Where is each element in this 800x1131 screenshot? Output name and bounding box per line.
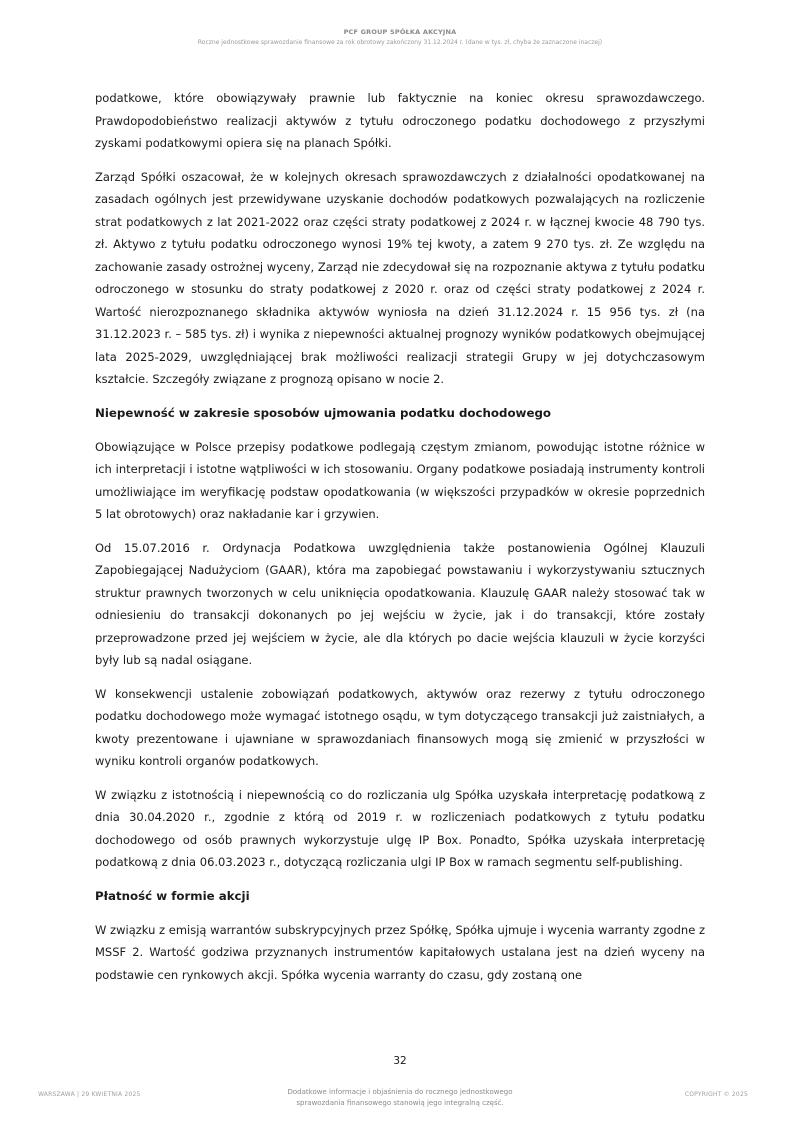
- report-subtitle: Roczne jednostkowe sprawozdanie finansowe za rok obrotowy zakończony 31.12.2024 r. (dane w tys. zł, chyba że zaznaczone inaczej): [197, 39, 603, 46]
- paragraph: podatkowe, które obowiązywały prawnie lub faktycznie na koniec okresu sprawozdawczego. Prawdopodobieństwo realizacji aktywów z tytułu odroczonego podatku dochodowego z przyszłymi zyskami podatkowymi opiera się na planach Spółki.: [95, 91, 705, 150]
- footer-date: WARSZAWA | 29 KWIETNIA 2025: [38, 1091, 141, 1098]
- paragraph: W konsekwencji ustalenie zobowiązań podatkowych, aktywów oraz rezerwy z tytułu odroczonego podatku dochodowego może wymagać istotnego osądu, w tym dotyczącego transakcji już zaistniałych, a kwoty prezentowane i ujawniane w sprawozdaniach finansowych mogą się zmienić w przyszłości w wyniku kontroli organów podatkowych.: [95, 686, 705, 768]
- paragraph: Zarząd Spółki oszacował, że w kolejnych okresach sprawozdawczych z działalności opodatkowanej na zasadach ogólnych jest przewidywane uzyskanie dochodów podatkowych pozwalających na rozliczenie strat podatkowych z lat 2021-2022 oraz części straty podatkowej z 2024 r. w łącznej kwocie 48 790 tys. zł. Aktywo z tytułu podatku odroczonego wynosi 19% tej kwoty, a zatem 9 270 tys. zł. Ze względu na zachowanie zasady ostrożnej wyceny, Zarząd nie zdecydował się na rozpoznanie aktywa z tytułu podatku odroczonego w stosunku do straty podatkowej z 2020 r. oraz od części straty podatkowej z 2024 r. Wartość nierozpoznanego składnika aktywów wyniosła na dzień 31.12.2024 r. 15 956 tys. zł (na 31.12.2023 r. – 585 tys. zł) i wynika z niepewności aktualnej prognozy wyników podatkowych obejmującej lata 2025-2029, uwzględniającej brak możliwości realizacji strategii Grupy w jej dotychczasowym kształcie. Szczegóły związane z prognozą opisano w nocie 2.: [95, 169, 705, 386]
- footer-note: [240, 1087, 560, 1109]
- paragraph: W związku z emisją warrantów subskrypcyjnych przez Spółkę, Spółka ujmuje i wycenia warranty zgodne z MSSF 2. Wartość godziwa przyznanych instrumentów kapitałowych ustalana jest na dzień wyceny na podstawie cen rynkowych akcji. Spółka wycenia warranty do czasu, gdy zostaną one: [95, 922, 705, 982]
- page-header: [0, 28, 800, 46]
- footer-copyright: COPYRIGHT © 2025: [684, 1091, 748, 1098]
- section-heading: Niepewność w zakresie sposobów ujmowania podatku dochodowego: [95, 405, 552, 420]
- paragraph: Obowiązujące w Polsce przepisy podatkowe podlegają częstym zmianom, powodując istotne różnice w ich interpretacji i istotne wątpliwości w ich stosowaniu. Organy podatkowe posiadają instrumenty kontroli umożliwiające im weryfikację podstaw opodatkowania (w większości przypadków w okresie poprzednich 5 lat obrotowych) oraz nakładanie kar i grzywien.: [95, 439, 705, 521]
- page-number: 32: [393, 1055, 407, 1067]
- section-heading: Płatność w formie akcji: [95, 888, 250, 903]
- footer-note-line: sprawozdania finansowego stanowią jego integralną część.: [296, 1099, 504, 1107]
- document-body: [95, 87, 705, 997]
- paragraph: Od 15.07.2016 r. Ordynacja Podatkowa uwzględnienia także postanowienia Ogólnej Klauzuli Zapobiegającej Nadużyciom (GAAR), która ma zapobiegać powstawaniu i wykorzystywaniu sztucznych struktur prawnych tworzonych w celu uniknięcia opodatkowania. Klauzulę GAAR należy stosować tak w odniesieniu do transakcji dokonanych po jej wejściu w życie, jak i do transakcji, które zostały przeprowadzone przed jej wejściem w życie, ale dla których po dacie wejścia klauzuli w życie korzyści były lub są nadal osiągane.: [95, 540, 705, 667]
- company-name: PCF GROUP SPÓŁKA AKCYJNA: [343, 28, 457, 36]
- footer-note-line: Dodatkowe informacje i objaśnienia do rocznego jednostkowego: [287, 1088, 513, 1096]
- paragraph: W związku z istotnością i niepewnością co do rozliczania ulg Spółka uzyskała interpretację podatkową z dnia 30.04.2020 r., zgodnie z którą od 2019 r. w rozliczeniach podatkowych z tytułu podatku dochodowego od osób prawnych wykorzystuje ulgę IP Box. Ponadto, Spółka uzyskała interpretację podatkową z dnia 06.03.2023 r., dotyczącą rozliczania ulgi IP Box w ramach segmentu self-publishing.: [95, 787, 705, 869]
